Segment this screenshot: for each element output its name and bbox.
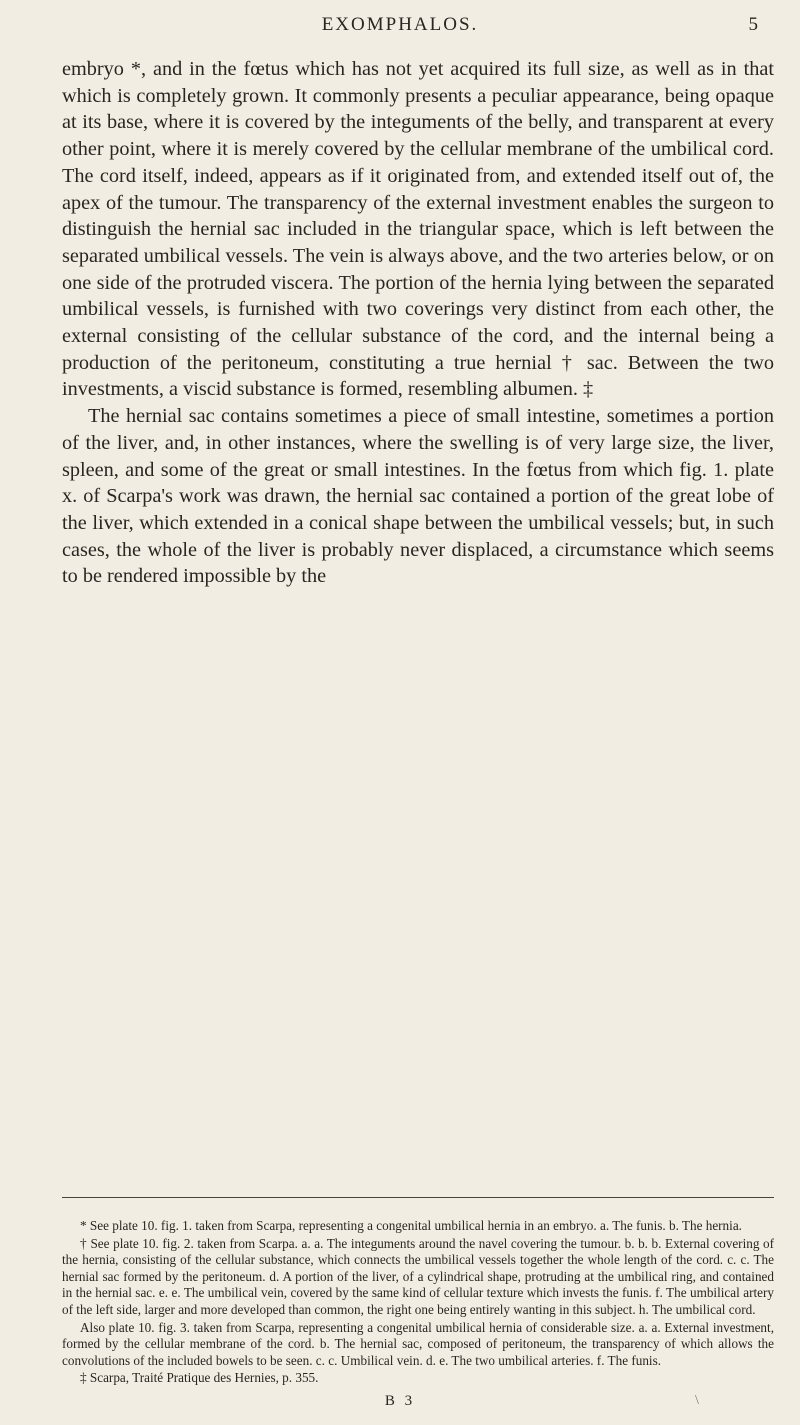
footnote: * See plate 10. fig. 1. taken from Scarpa, representing a congenital umbilical hernia in an embryo. a. The funis. b. The hernia. [80, 1218, 742, 1233]
signature-mark: B 3 [384, 1393, 416, 1409]
footnote: † See plate 10. fig. 2. taken from Scarpa. a. a. The integuments around the navel covering the tumour. b. b. b. External covering of the hernia, consisting of the cellular substance, which connects the umbilical vessels together the whole length of the cord. c. c. The hernial sac formed by the peritoneum. d. A portion of the liver, of a cylindrical shape, protruding at the umbilical ring, and contained in the hernial sac. e. e. The umbilical vein, covered by the same kind of cellular texture which invests the funis. f. The umbilical artery of the left side, larger and more developed than common, the right one being entirely wanting in this subject. h. The umbilical cord. [62, 1235, 774, 1317]
page-number: 5 [748, 14, 758, 35]
paragraph: The hernial sac contains sometimes a piece of small intestine, sometimes a portion of the liver, and, in other instances, where the swelling is of very large size, the liver, spleen, and some of the great or small intestines. In the fœtus from which fig. 1. plate x. of Scarpa's work was drawn, the hernial sac contained a portion of the great lobe of the liver, which extended in a conical shape between the umbilical vessels; but, in such cases, the whole of the liver is probably never displaced, a circumstance which seems to be rendered impossible by the [62, 405, 774, 588]
main-text [62, 56, 774, 590]
paragraph: embryo *, and in the fœtus which has not yet acquired its full size, as well as in that which is completely grown. It commonly presents a peculiar appearance, being opaque at its base, where it is covered by the integuments of the belly, and transparent at every other point, where it is merely covered by the cellular membrane of the umbilical cord. The cord itself, indeed, appears as if it originated from, and extended itself out of, the apex of the tumour. The transparency of the external investment enables the surgeon to distinguish the hernial sac included in the triangular space, which is left between the separated umbilical vessels. The vein is always above, and the two arteries below, or on one side of the protruded viscera. The portion of the hernia lying between the separated umbilical vessels, is furnished with two coverings very distinct from each other, the external consisting of the cellular substance of the cord, and the internal being a production of the peritoneum, constituting a true hernial † sac. Between the two investments, a viscid substance is formed, resembling albumen. ‡ [62, 58, 774, 401]
running-head: EXOMPHALOS. [321, 14, 479, 35]
footnote: ‡ Scarpa, Traité Pratique des Hernies, p. 355. [80, 1370, 319, 1386]
stray-mark: \ [695, 1393, 699, 1408]
footnote: Also plate 10. fig. 3. taken from Scarpa, representing a congenital umbilical hernia of considerable size. a. a. External investment, formed by the cellular membrane of the cord. b. The hernial sac, composed of peritoneum, the transparency of which allows the convolutions of the included bowels to be seen. c. c. Umbilical vein. d. e. The two umbilical arteries. f. The funis. [62, 1319, 774, 1368]
footnotes [62, 1218, 774, 1388]
footnote-divider [62, 1197, 774, 1198]
